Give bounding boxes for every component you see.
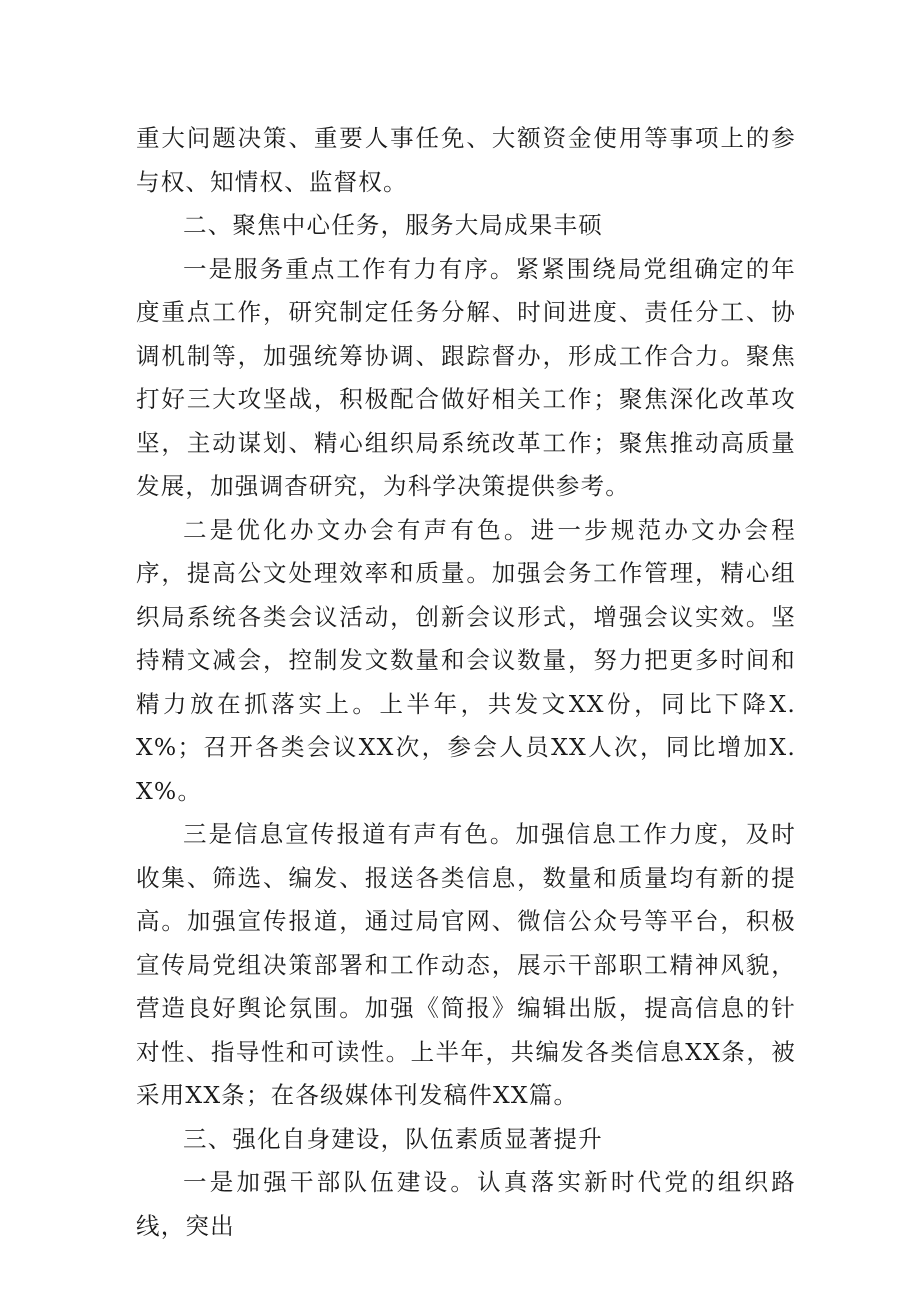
paragraph-continuation: 重大问题决策、重要人事任免、大额资金使用等事项上的参与权、知情权、监督权。 <box>136 124 796 196</box>
section-heading-2: 二、聚焦中心任务，服务大局成果丰硕 <box>183 211 603 239</box>
paragraph-documents-meetings: 二是优化办文办会有声有色。进一步规范办文办会程序，提高公文处理效率和质量。加强会务工作管理，精心组织局系统各类会议活动，创新会议形式，增强会议实效。坚持精文减会，控制发文数量和会议数量，努力把更多时间和精力放在抓落实上。上半年，共发文XX份，同比下降X.X%；召开各类会议XX次，参会人员XX人次，同比增加X.X%。 <box>136 515 796 805</box>
paragraph-information-publicity: 三是信息宣传报道有声有色。加强信息工作力度，及时收集、筛选、编发、报送各类信息，数量和质量均有新的提高。加强宣传报道，通过局官网、微信公众号等平台，积极宣传局党组决策部署和工作动态，展示干部职工精神风貌，营造良好舆论氛围。加强《简报》编辑出版，提高信息的针对性、指导性和可读性。上半年，共编发各类信息XX条，被采用XX条；在各级媒体刊发稿件XX篇。 <box>136 820 796 1109</box>
paragraph-key-work: 一是服务重点工作有力有序。紧紧围绕局党组确定的年度重点工作，研究制定任务分解、时间进度、责任分工、协调机制等，加强统筹协调、跟踪督办，形成工作合力。聚焦打好三大攻坚战，积极配合做好相关工作；聚焦深化改革攻坚，主动谋划、精心组织局系统改革工作；聚焦推动高质量发展，加强调杳研究，为科学决策提供参考。 <box>136 254 796 500</box>
paragraph-cadre-team: 一是加强干部队伍建设。认真落实新时代党的组织路线，突出 <box>136 1168 796 1240</box>
document-page <box>136 117 796 1248</box>
section-heading-3: 三、强化自身建设，队伍素质显著提升 <box>183 1124 603 1153</box>
